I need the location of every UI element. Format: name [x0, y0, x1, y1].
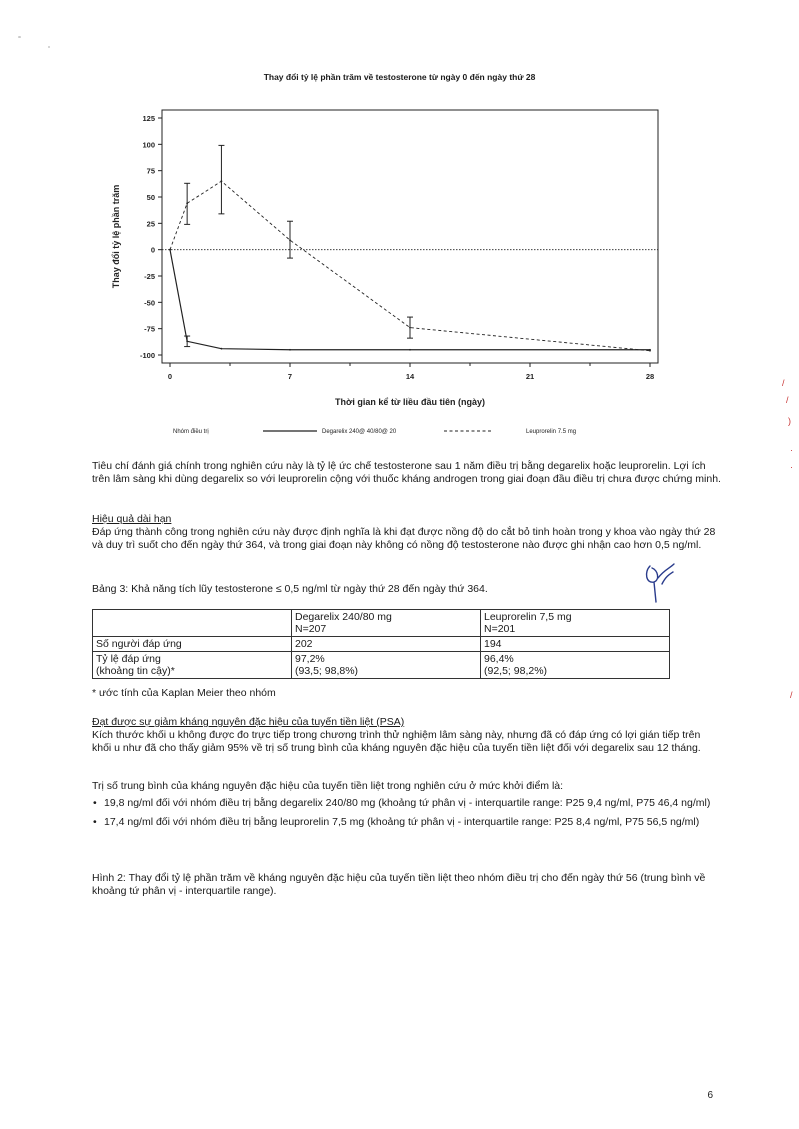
- psa-baseline-list: [92, 797, 727, 835]
- list-item: • 17,4 ng/ml đối với nhóm điều trị bằng leuprorelin 7,5 mg (khoảng tứ phân vị - interquartile range: P25 8,4 ng/ml, P75 56,5 ng/ml): [92, 816, 727, 829]
- figure-2-caption: Hình 2: Thay đổi tỷ lệ phần trăm về kháng nguyên đặc hiệu của tuyến tiền liệt theo nhóm điều trị cho đến ngày thứ 56 (trung bình về khoảng tứ phân vị - interquartile range).: [92, 872, 706, 897]
- y-tick-label: 75: [146, 166, 155, 176]
- handwritten-signature: [640, 558, 680, 608]
- heading-psa-reduction: Đạt được sự giảm kháng nguyên đặc hiệu của tuyến tiền liệt (PSA): [92, 716, 405, 728]
- data-point: [649, 350, 651, 352]
- table-cell-value: 97,2%: [295, 653, 325, 665]
- table-cell: 202: [292, 637, 481, 652]
- table-cell: 194: [481, 637, 670, 652]
- x-tick-label: 28: [645, 372, 655, 381]
- table-header-label: Leuprorelin 7,5 mg: [484, 611, 572, 623]
- y-tick-label: 0: [150, 245, 155, 255]
- heading-long-term-efficacy: Hiệu quả dài hạn: [92, 513, 172, 525]
- table-row: [93, 652, 670, 679]
- legend-item: Leuprorelin 7.5 mg: [526, 429, 577, 435]
- table-cell-ci: (93,5; 98,8%): [295, 665, 359, 677]
- legend-item: Degarelix 240@ 40/80@ 20: [322, 429, 397, 435]
- red-stamp-fragment: /: [782, 378, 785, 388]
- table-header-label: Degarelix 240/80 mg: [295, 611, 392, 623]
- data-point: [169, 249, 171, 251]
- red-stamp-fragment: ): [788, 416, 791, 426]
- y-tick-label: 50: [146, 193, 155, 202]
- table-row-label: [93, 652, 292, 679]
- paragraph-psa-response: Kích thước khối u không được đo trực tiếp trong chương trình thử nghiệm lâm sàng này, nhưng đã có đáp ứng có lợi gián tiếp trên khối u như đã cho thấy giảm 95% về trị số trung bình của kháng nguyên đặc hiệu của tuyến tiền liệt đối với degarelix sau 12 tháng.: [92, 729, 701, 754]
- y-tick-label: 25: [146, 219, 155, 229]
- x-tick-label: 21: [525, 372, 535, 381]
- chart-title: Thay đổi tỷ lệ phần trăm về testosterone từ ngày 0 đến ngày thứ 28: [263, 72, 536, 82]
- table-footnote: * ước tính của Kaplan Meier theo nhóm: [92, 687, 276, 699]
- x-tick-label: 0: [167, 372, 173, 381]
- data-point: [409, 349, 411, 351]
- response-table: [92, 609, 670, 679]
- table-caption: Bảng 3: Khả năng tích lũy testosterone ≤ 0,5 ng/ml từ ngày thứ 28 đến ngày thứ 364.: [92, 583, 488, 595]
- y-tick-label: -25: [144, 272, 155, 281]
- y-tick-label: 100: [142, 140, 155, 150]
- table-row: [93, 637, 670, 652]
- data-point: [289, 349, 291, 351]
- paragraph-psa-baseline: Trị số trung bình của kháng nguyên đặc hiệu của tuyến tiền liệt trong nghiên cứu ở mức khởi điểm là:: [92, 780, 564, 792]
- y-tick-label: -50: [144, 298, 155, 308]
- table-header-leuprorelin: [481, 610, 670, 637]
- testosterone-change-chart: [95, 105, 695, 450]
- scan-speck: [48, 46, 50, 48]
- y-tick-label: 125: [142, 114, 155, 123]
- x-tick-label: 14: [405, 372, 415, 381]
- data-point: [221, 348, 223, 350]
- table-cell: [93, 610, 292, 637]
- red-stamp-fragment: ·: [790, 462, 793, 472]
- red-stamp-fragment: /: [786, 395, 789, 405]
- paragraph-response-definition: Đáp ứng thành công trong nghiên cứu này được định nghĩa là khi đạt được nồng độ do cắt bỏ tinh hoàn trong y khoa vào ngày thứ 28 và duy trì suốt cho đến ngày thứ 364, và trong giai đoạn này không có nồng độ testosterone nào được ghi nhận cao hơn 0,5 ng/ml.: [92, 526, 716, 551]
- red-stamp-fragment: ·: [790, 445, 793, 455]
- x-axis-label: Thời gian kể từ liều đầu tiên (ngày): [335, 397, 485, 407]
- y-tick-label: -100: [139, 351, 155, 360]
- table-row-label: Số người đáp ứng: [93, 637, 292, 652]
- red-stamp-fragment: /: [790, 690, 793, 700]
- scan-speck: [18, 36, 21, 38]
- table-cell-ci: (92,5; 98,2%): [484, 665, 548, 677]
- table-header-degarelix: [292, 610, 481, 637]
- legend-title: Nhóm điều trị: [173, 429, 209, 435]
- x-tick-label: 7: [287, 372, 293, 381]
- paragraph-primary-endpoint: Tiêu chí đánh giá chính trong nghiên cứu này là tỷ lệ ức chế testosterone sau 1 năm điều trị bằng degarelix hoặc leuprorelin. Lợi ích trên lâm sàng khi dùng degarelix so với leuprorelin cộng với thuốc kháng androgen trong giai đoạn đầu điều trị chưa được chứng minh.: [92, 460, 721, 485]
- table-cell: [292, 652, 481, 679]
- table-header-row: [93, 610, 670, 637]
- table-row-label-line: Tỷ lệ đáp ứng: [96, 653, 161, 665]
- page-number: 6: [707, 1090, 713, 1101]
- list-item: • 19,8 ng/ml đối với nhóm điều trị bằng degarelix 240/80 mg (khoảng tứ phân vị - interquartile range: P25 9,4 ng/ml, P75 46,4 ng/ml): [92, 797, 727, 810]
- table-cell: [481, 652, 670, 679]
- y-axis-label: Thay đổi tỷ lệ phần trăm: [111, 184, 121, 289]
- table-header-n: N=207: [295, 623, 327, 635]
- table-cell-value: 96,4%: [484, 653, 514, 665]
- y-tick-label: -75: [144, 324, 155, 334]
- table-row-label-line: (khoảng tin cậy)*: [96, 665, 175, 677]
- table-header-n: N=201: [484, 623, 516, 635]
